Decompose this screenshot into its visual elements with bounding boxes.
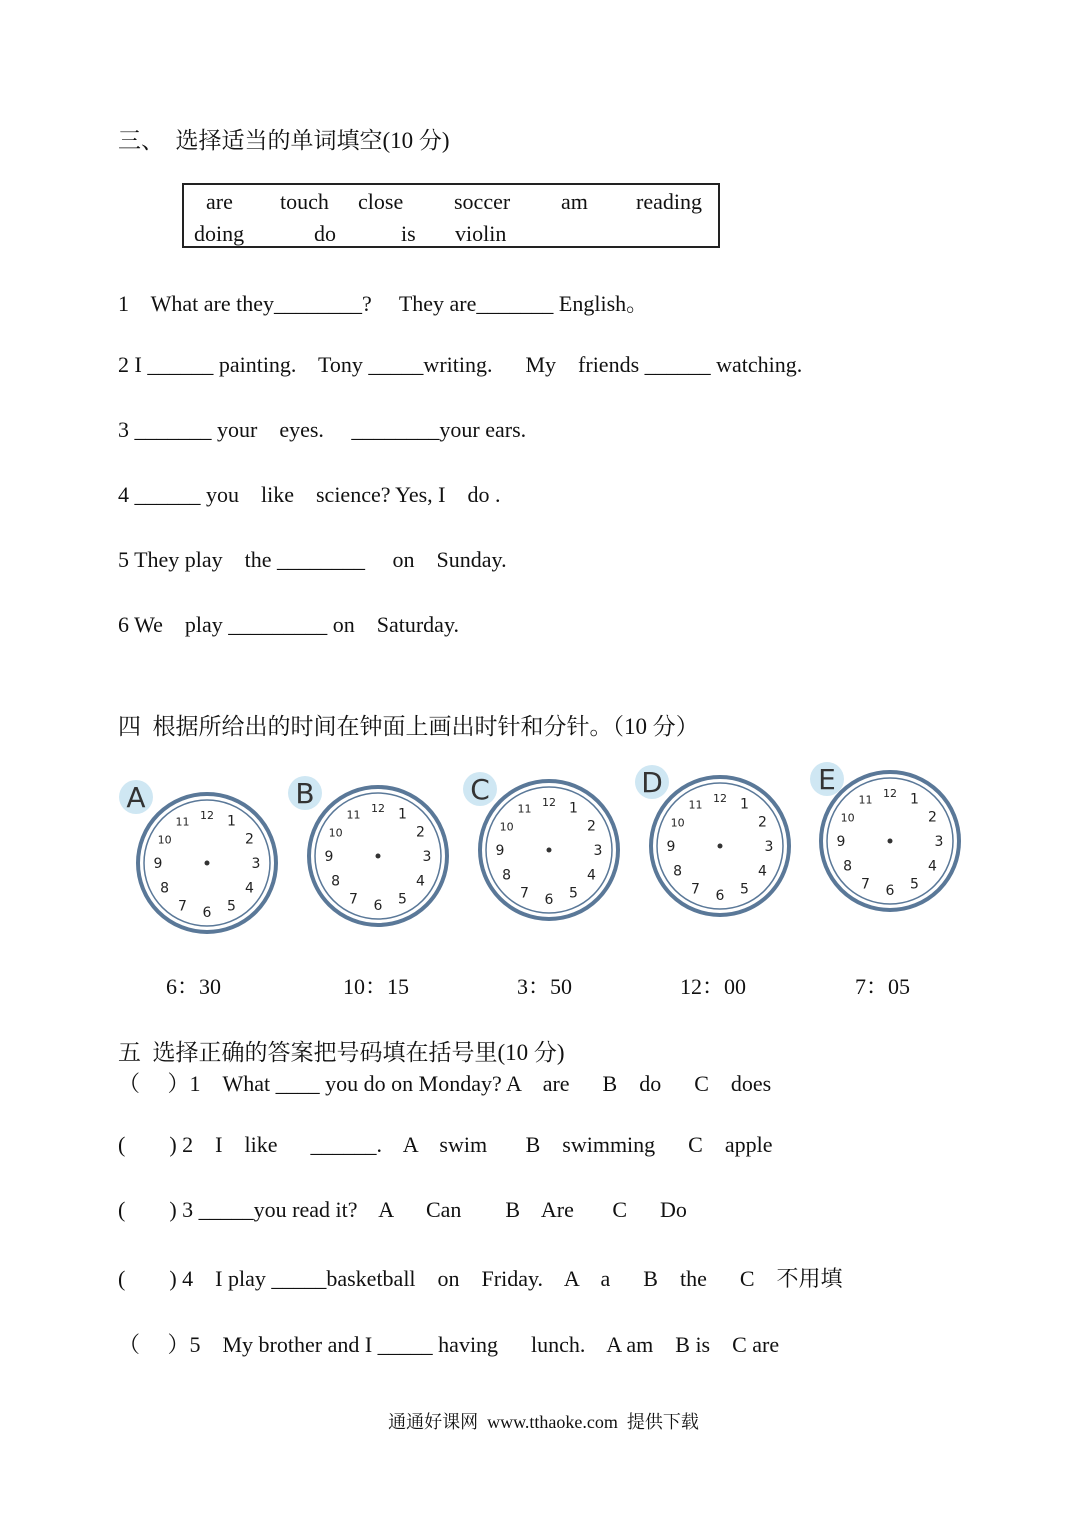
clock-dial-number: 2 [757,814,767,831]
clock-dial-number: 10 [328,826,343,840]
clock-dial-number: 5 [569,885,578,902]
clock-dial-number: 3 [251,856,261,872]
clock-letter: A [126,781,146,814]
clock-dial-number: 10 [840,811,855,825]
section-4-title: 四 根据所给出的时间在钟面上画出时针和分针。（10 分） [118,714,699,739]
clock-face [810,762,959,910]
clock-dial-number: 5 [227,898,236,915]
clock-time-label: 12：00 [680,974,747,999]
clock-dial-number: 1 [569,800,578,817]
word-bank-word: soccer [454,189,511,214]
clock-dial-number: 11 [175,815,190,829]
clock-face [635,765,789,915]
section-5-title: 五 选择正确的答案把号码填在括号里(10 分) [118,1040,565,1065]
question-line: 3 _______ your eyes. ________your ears. [118,417,527,442]
clock-dial-number: 12 [371,802,385,815]
clock-dial-number: 3 [934,834,944,850]
clock-dial-number: 3 [593,843,603,859]
word-bank-word: is [401,221,416,246]
clock-center-dot [888,839,893,844]
clock-dial-number: 12 [713,792,727,805]
clock-dial-number: 9 [666,839,676,855]
clock-center-dot [376,854,381,859]
clock-dial-number: 6 [373,898,383,914]
clock-dial-number: 8 [843,858,853,875]
choice-question: （ ）1 What ____ you do on Monday? A are B do C does [118,1071,772,1096]
clock-dial-number: 6 [544,892,554,908]
clock-dial-number: 10 [499,820,514,834]
clock-face [119,780,276,932]
clock-dial-number: 3 [422,849,432,865]
clock-dial-number: 5 [910,876,919,893]
clock-dial-number: 2 [927,809,937,826]
clock-center-dot [718,844,723,849]
clock-dial-number: 7 [178,898,187,915]
clock-dial-number: 7 [349,891,358,908]
clock-dial-number: 8 [160,880,170,897]
word-bank-word: reading [636,189,702,214]
choice-question: ( ) 4 I play _____basketball on Friday. A a B the C 不用填 [118,1266,843,1291]
clock-dial-number: 5 [740,881,749,898]
clock-dial-number: 10 [670,816,685,830]
word-bank-word: do [314,221,336,246]
clock-dial-number: 12 [542,796,556,809]
clock-time-label: 10：15 [343,974,410,999]
clock-dial-number: 4 [927,858,937,875]
clock-dial-number: 11 [688,798,703,812]
word-bank-word: close [358,189,404,214]
clock-dial-number: 8 [673,863,683,880]
clock-dial-number: 12 [883,787,897,800]
word-bank-word: are [206,189,233,214]
clock-dial-number: 1 [227,813,236,830]
question-line: 6 We play _________ on Saturday. [118,612,460,637]
clock-dial-number: 4 [244,880,254,897]
clock-dial-number: 9 [495,843,505,859]
word-bank-word: violin [455,221,507,246]
clock-dial-number: 5 [398,891,407,908]
clock-face [463,772,618,919]
clock-dial-number: 9 [324,849,334,865]
clock-dial-number: 2 [586,818,596,835]
clock-letter: C [470,773,490,806]
question-line: 2 I ______ painting. Tony _____writing. My friends ______ watching. [118,352,803,377]
clock-dial-number: 7 [520,885,529,902]
clock-dial-number: 11 [346,808,361,822]
clock-dial-number: 11 [858,793,873,807]
question-line: 4 ______ you like science? Yes, I do . [118,482,501,507]
clock-dial-number: 6 [885,883,895,899]
clock-dial-number: 6 [715,888,725,904]
clock-time-label: 3：50 [517,974,573,999]
clock-dial-number: 10 [157,833,172,847]
clock-dial-number: 9 [836,834,846,850]
clock-center-dot [205,861,210,866]
clock-dial-number: 2 [415,824,425,841]
clock-dial-number: 1 [740,796,749,813]
word-bank-word: am [561,189,588,214]
clock-dial-number: 9 [153,856,163,872]
clock-time-label: 6：30 [166,974,222,999]
clock-dial-number: 2 [244,831,254,848]
question-line: 5 They play the ________ on Sunday. [118,547,507,572]
clock-dial-number: 4 [415,873,425,890]
footer-credit: 通通好课网 www.tthaoke.com 提供下载 [388,1412,699,1432]
question-line: 1 What are they________? They are_______ English。 [118,291,649,316]
choice-question: （ ）5 My brother and I _____ having lunch. A am B is C are [118,1332,780,1357]
clock-face [288,776,447,925]
clock-dial-number: 8 [502,867,512,884]
clock-center-dot [547,848,552,853]
clock-dial-number: 8 [331,873,341,890]
clock-time-label: 7：05 [855,974,911,999]
word-bank-word: doing [194,221,245,246]
clock-dial-number: 4 [757,863,767,880]
clock-dial-number: 3 [764,839,774,855]
clock-letter: D [641,766,663,799]
clock-dial-number: 7 [861,876,870,893]
clock-letter: B [295,777,315,810]
clock-dial-number: 12 [200,809,214,822]
word-bank-word: touch [280,189,329,214]
choice-question: ( ) 3 _____you read it? A Can B Are C Do [118,1197,687,1222]
clock-dial-number: 4 [586,867,596,884]
section-3-title: 三、 选择适当的单词填空(10 分) [118,128,450,153]
clock-letter: E [818,763,836,796]
clock-dial-number: 1 [398,806,407,823]
clock-dial-number: 7 [691,881,700,898]
clock-dial-number: 11 [517,802,532,816]
choice-question: ( ) 2 I like ______. A swim B swimming C apple [118,1132,773,1157]
clock-dial-number: 6 [202,905,212,921]
clock-dial-number: 1 [910,791,919,808]
